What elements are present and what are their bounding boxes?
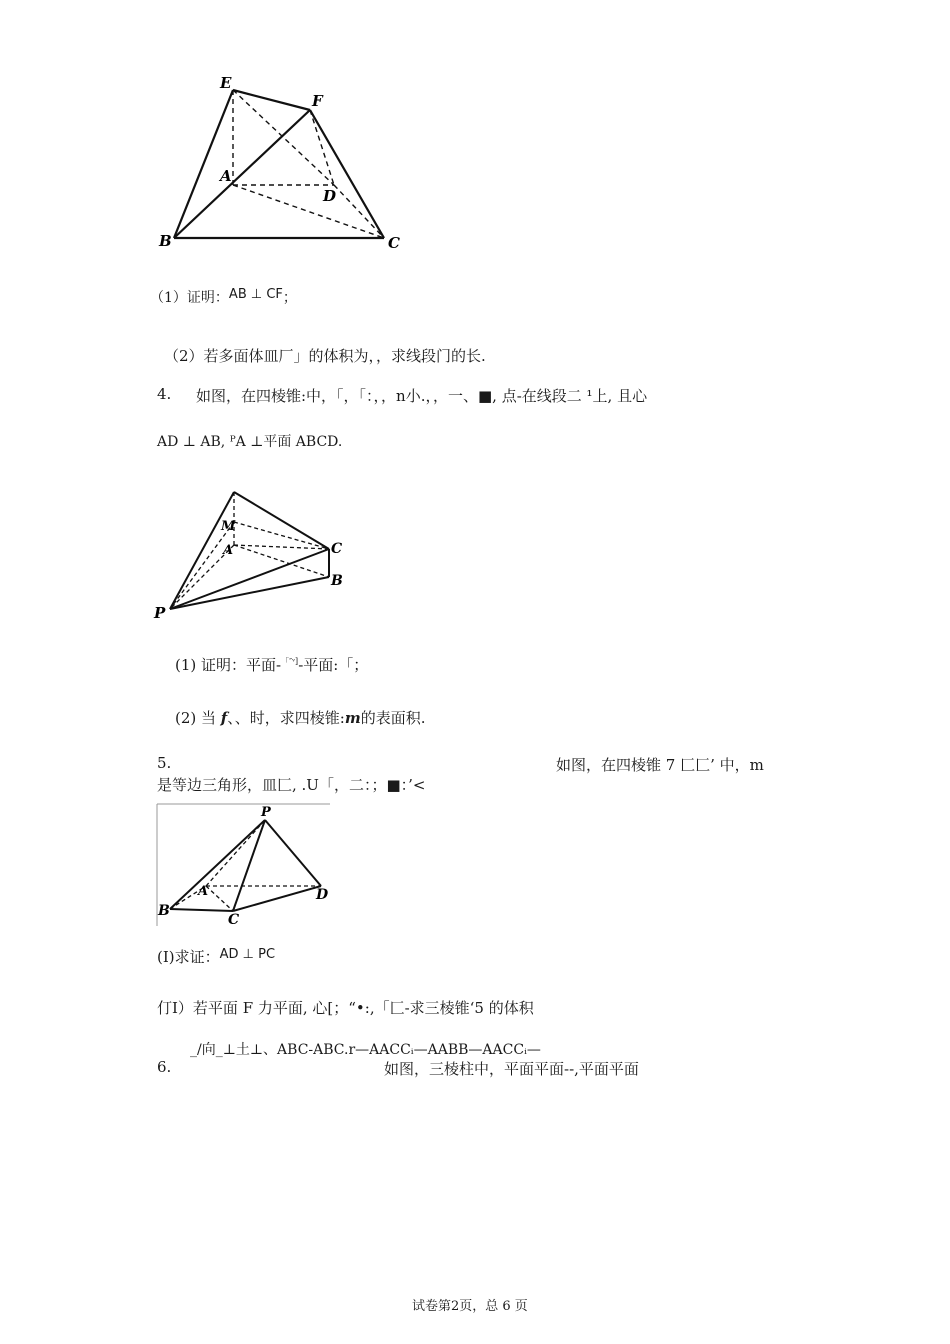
label-b2: B [331,573,343,589]
label-f: F [312,92,323,110]
label-p2: P [154,604,166,622]
figure-polyhedron-efabcd [150,70,410,255]
figure-pyramid-pabcm [150,485,350,625]
label-c2: C [331,541,343,557]
label-a2: A [223,543,234,558]
label-a: A [220,167,232,185]
label-c: C [388,234,400,252]
q5-stem-right: 如图，在四棱锥 7 匚匚’ 中，m [556,756,764,774]
q4-part2: (2) 当 f、、时，求四棱锥:m的表面积. [175,709,426,727]
label-p3: P [261,805,271,820]
q5-part2: 仃Ⅰ）若平面 F 力平面, 心[；“•:,「匚-求三棱锥‘5 的体积 [157,999,534,1017]
label-m: M [221,519,236,534]
q6-number: 6. [157,1058,172,1076]
label-d3: D [316,887,329,903]
formula-ab-perp-cf: AB ⊥ CF [228,287,283,302]
formula-ad-perp-pc: AD ⊥ PC [219,947,276,962]
q5-number: 5. [157,754,172,772]
label-b: B [159,232,172,250]
q4-part1: (1) 证明：平面-$^{「''ᵛ]}$-平面:「； [175,656,369,674]
label-d: D [323,187,337,205]
figure-pyramid-pabcd [155,800,333,928]
q5-stem-line2: 是等边三角形，皿匚, .U「，二：；■：’< [157,776,426,794]
q4-number: 4. [157,385,172,403]
q6-stem: 如图，三棱柱中，平面平面--,平面平面 [384,1060,639,1078]
page-footer: 试卷第2页，总 6 页 [412,1299,528,1314]
label-a3: A [198,884,209,899]
q4-condition: AD ⊥ AB, ᴾA ⊥平面 ABCD. [157,434,343,450]
label-c3: C [228,912,240,928]
q5-part1: (Ⅰ)求证：AD ⊥ PC [157,947,276,966]
q3-part1: （1）证明：AB ⊥ CF； [150,287,297,306]
q3-part2: （2）若多面体皿厂」的体积为，，求线段门的长. [164,347,486,365]
q4-stem: 如图，在四棱锥:中，「，「：，，n小.，，一、■, 点-在线段二 ¹上, 且心 [196,387,648,405]
label-e: E [220,74,232,92]
q6-overline-text: _/向_⊥土⊥、ABC-ABC.r—AACCᵢ—AABB—AACCᵢ— [190,1042,541,1058]
label-b3: B [158,903,170,919]
